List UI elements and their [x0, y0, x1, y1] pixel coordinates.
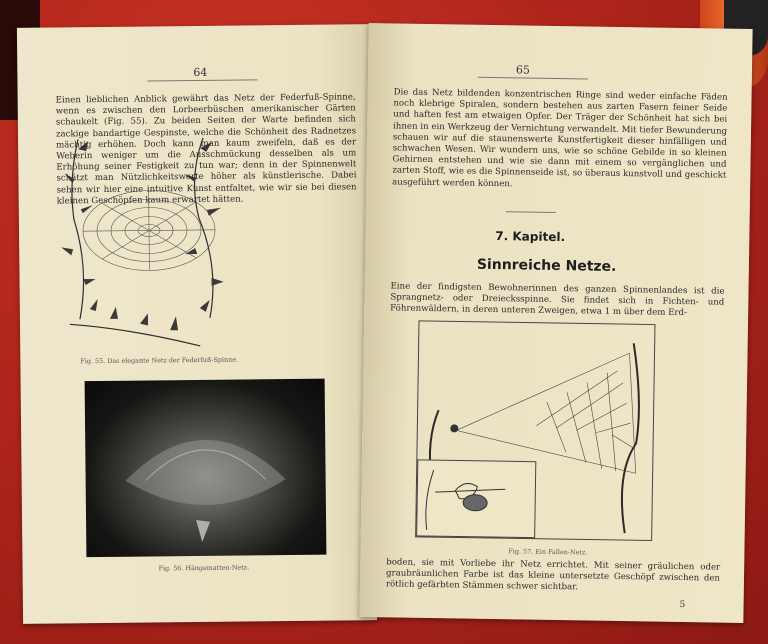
chapter-title: Sinnreiche Netze.	[476, 256, 617, 275]
left-book-page	[17, 24, 377, 624]
header-rule-left	[147, 79, 257, 81]
spider-figure	[450, 424, 458, 432]
photo-hangematten-netz-fig56	[85, 379, 327, 558]
right-book-page	[359, 23, 752, 623]
section-divider	[506, 211, 556, 213]
paragraph-farbe: boden, sie mit Vorliebe ihr Netz errichtet. Mit seiner gräulichen oder graubräunlichen Farbe ist das kleine untersetzte Geschöpf zwischen den rötlich gefärbten Stämmen schwer sichtbar.	[385, 557, 721, 593]
caption-fig56: Fig. 56. Hängematten-Netz.	[158, 563, 250, 573]
caption-fig55: Fig. 55. Das elegante Netz der Federfuß-Spinne.	[80, 355, 239, 366]
triangle-web-illustration-fig57	[415, 320, 658, 544]
paragraph-dreiecksspinne: Eine der findigsten Bewohnerinnen des ganzen Spinnenlandes ist die Sprangnetz- oder Dreiecksspinne. Sie findet sich in Fichten- und Föhrenwäldern, in deren unteren Zweigen, etwa 1 m über dem Erd-	[390, 281, 725, 319]
page-number-right: 65	[515, 63, 531, 77]
paragraph-konzentrische-ringe: Die das Netz bildenden konzentrischen Ringe sind weder einfache Fäden noch klebrige Spiralen, sondern bestehen aus zarten Fasern feiner Seide und haften fest am etwaigen Opfer. Der Träger der Schönheit hat sich bei ihnen in ein Werkzeug der Vernichtung verwandelt. Mit tiefer Bewunderung schauen wir auf die staunenswerte Kunstfertigkeit dieser hinfälligen und schwachen Wesen. Wir wundern uns, wie so schöne Gebilde in so kleinen Gehirnen entstehen und wie sie dann mit einem so vergänglichen und zarten Stoff, wie es die Spinnenseide ist, so überaus kunstvoll und geschickt ausgeführt werden können.	[392, 87, 728, 189]
page-number-left: 64	[193, 65, 208, 80]
header-rule-right	[478, 77, 588, 80]
signature-mark: 5	[679, 599, 686, 611]
caption-fig57: Fig. 57. Ein Fallen-Netz.	[508, 547, 588, 557]
web-dome-photo	[85, 379, 327, 558]
paragraph-federfuss-spinne: Einen lieblichen Anblick gewährt das Netz der Federfuß-Spinne, wenn es zwischen den Lorbeerbüschen amerikanischer Gärten schaukelt (Fig. 55). Zu beiden Seiten der Warte befinden sich zackige bandartige Gespinste, welche die Schönheit des Radnetzes mächtig erhöhen. Doch kann man kaum zweifeln, daß es der Weberin weniger um die Ausschmückung desselben als um Erhöhung seiner Festigkeit zu tun war; denn in der Spinnenwelt schätzt man Nützlichkeitswerte höher als künstlerische. Dabei sehen wir hier eine intuitive Kunst entfaltet, wie wir sie bei diesen kleinen Geschöpfen kaum erwartet hätten.	[55, 92, 357, 207]
chapter-heading: 7. Kapitel.	[495, 229, 566, 245]
